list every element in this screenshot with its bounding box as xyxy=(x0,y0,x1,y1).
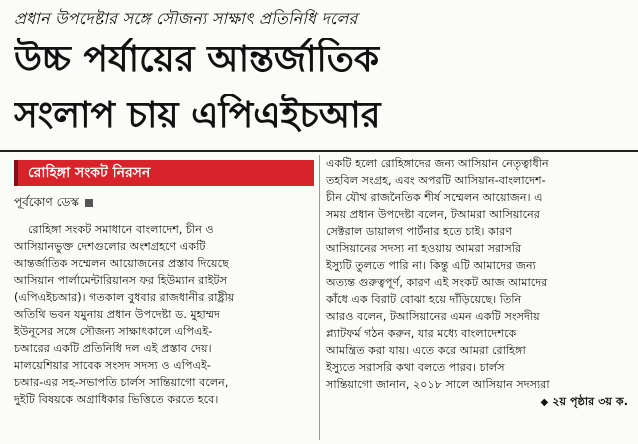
byline-text: পূর্বকোণ ডেস্ক xyxy=(14,195,79,209)
column-divider xyxy=(319,155,320,440)
body-line: আমন্ত্রিত করা যায়। এতে করে আমরা রোহিঙ্গা xyxy=(326,344,526,357)
body-line: প্ল্যাটফর্ম গঠন করুন, যার মধ্যে বাংলাদেশকে xyxy=(326,327,517,340)
body-line: ইউনূসের সঙ্গে সৌজন্য সাক্ষাৎকালে এপিএই- xyxy=(14,325,213,338)
right-column xyxy=(326,155,628,444)
body-line: ইস্যুতে সরাসরি কথা বলতে পারব। চার্লস xyxy=(326,361,505,374)
body-line: অত্যন্ত গুরুত্বপূর্ণ, কারণ এই সংকট আজ আমাদের xyxy=(326,276,548,289)
section-label: রোহিঙ্গা সংকট নিরসন xyxy=(14,160,314,186)
body-line: আরও বলেন, টআসিয়ানের এমন একটি সংসদীয় xyxy=(326,310,540,323)
continuation-text: ২য় পৃষ্ঠার ৩য় ক. xyxy=(552,395,628,408)
body-line: দুইটি বিষয়কে অগ্রাধিকার ভিত্তিতে করতে হবে। xyxy=(14,393,219,406)
body-line: সময় প্রধান উপদেষ্টা বলেন, টআমরা আসিয়ানের xyxy=(326,208,540,221)
body-line: আসিয়ান পার্লামেন্টারিয়ানস ফর হিউম্যান রাইটস xyxy=(14,274,228,287)
body-line: অতিথি ভবন যমুনায় প্রধান উপদেষ্টা ড. মুহাম্মদ xyxy=(14,308,220,321)
continuation-note xyxy=(326,393,628,410)
triangle-icon: ◆ xyxy=(540,397,549,408)
left-column xyxy=(14,155,314,444)
body-line: (এপিএইচআর)। গতকাল বুধবার রাজধানীর রাষ্ট্রীয় xyxy=(14,291,235,304)
body-line: চআরের একটি প্রতিনিধি দল এই প্রস্তাব দেয়। xyxy=(14,342,212,355)
body-line: তহবিল সংগ্রহ, এবং অপরটি আসিয়ান-বাংলাদেশ- xyxy=(326,174,546,187)
body-line: ইস্যুটি তুলতে পারি না। কিন্তু এটি আমাদের জন্য xyxy=(326,259,536,272)
body-line: আন্তর্জাতিক সম্মেলন আয়োজনের প্রস্তাব দিয়েছে xyxy=(14,257,229,270)
body-line: মালয়েশিয়ার সাবেক সংসদ সদস্য ও এপিএই- xyxy=(14,359,211,372)
headline-rule xyxy=(0,150,638,152)
body-line: চীন যৌথ রাজনৈতিক শীর্ষ সম্মেলন আয়োজন। এ xyxy=(326,191,543,204)
left-body xyxy=(14,221,314,408)
body-line: চআর-এর সহ-সভাপতি চার্লস সান্তিয়াগো বলেন, xyxy=(14,376,229,389)
body-line: আসিয়ানের সদস্য না হওয়ায় আমরা সরাসরি xyxy=(326,242,522,255)
kicker: প্রধান উপদেষ্টার সঙ্গে সৌজন্য সাক্ষাৎ প্রতিনিধি দলের xyxy=(14,9,358,28)
body-line: কাঁধে এক বিরাট বোঝা হয়ে দাঁড়িয়েছে। তিনি xyxy=(326,293,522,306)
headline-line-2: সংলাপ চায় এপিএইচআর xyxy=(14,95,381,136)
body-line: একটি হলো রোহিঙ্গাদের জন্য আসিয়ান নেতৃত্বাধীন xyxy=(326,157,549,170)
body-line: রোহিঙ্গা সংকট সমাধানে বাংলাদেশ, চীন ও xyxy=(28,223,214,236)
headline-line-1: উচ্চ পর্যায়ের আন্তর্জাতিক xyxy=(14,39,380,80)
square-icon xyxy=(85,199,93,207)
body-line: সান্তিয়াগো জানান, ২০১৮ সালে আসিয়ান সদস্যরা xyxy=(326,378,550,391)
body-line: সেক্টরাল ডায়ালগ পার্টনার হতে চাই। কারণ xyxy=(326,225,513,238)
byline xyxy=(14,194,314,210)
body-line: আসিয়ানভুক্ত দেশগুলোর অংশগ্রহণে একটি xyxy=(14,240,206,253)
